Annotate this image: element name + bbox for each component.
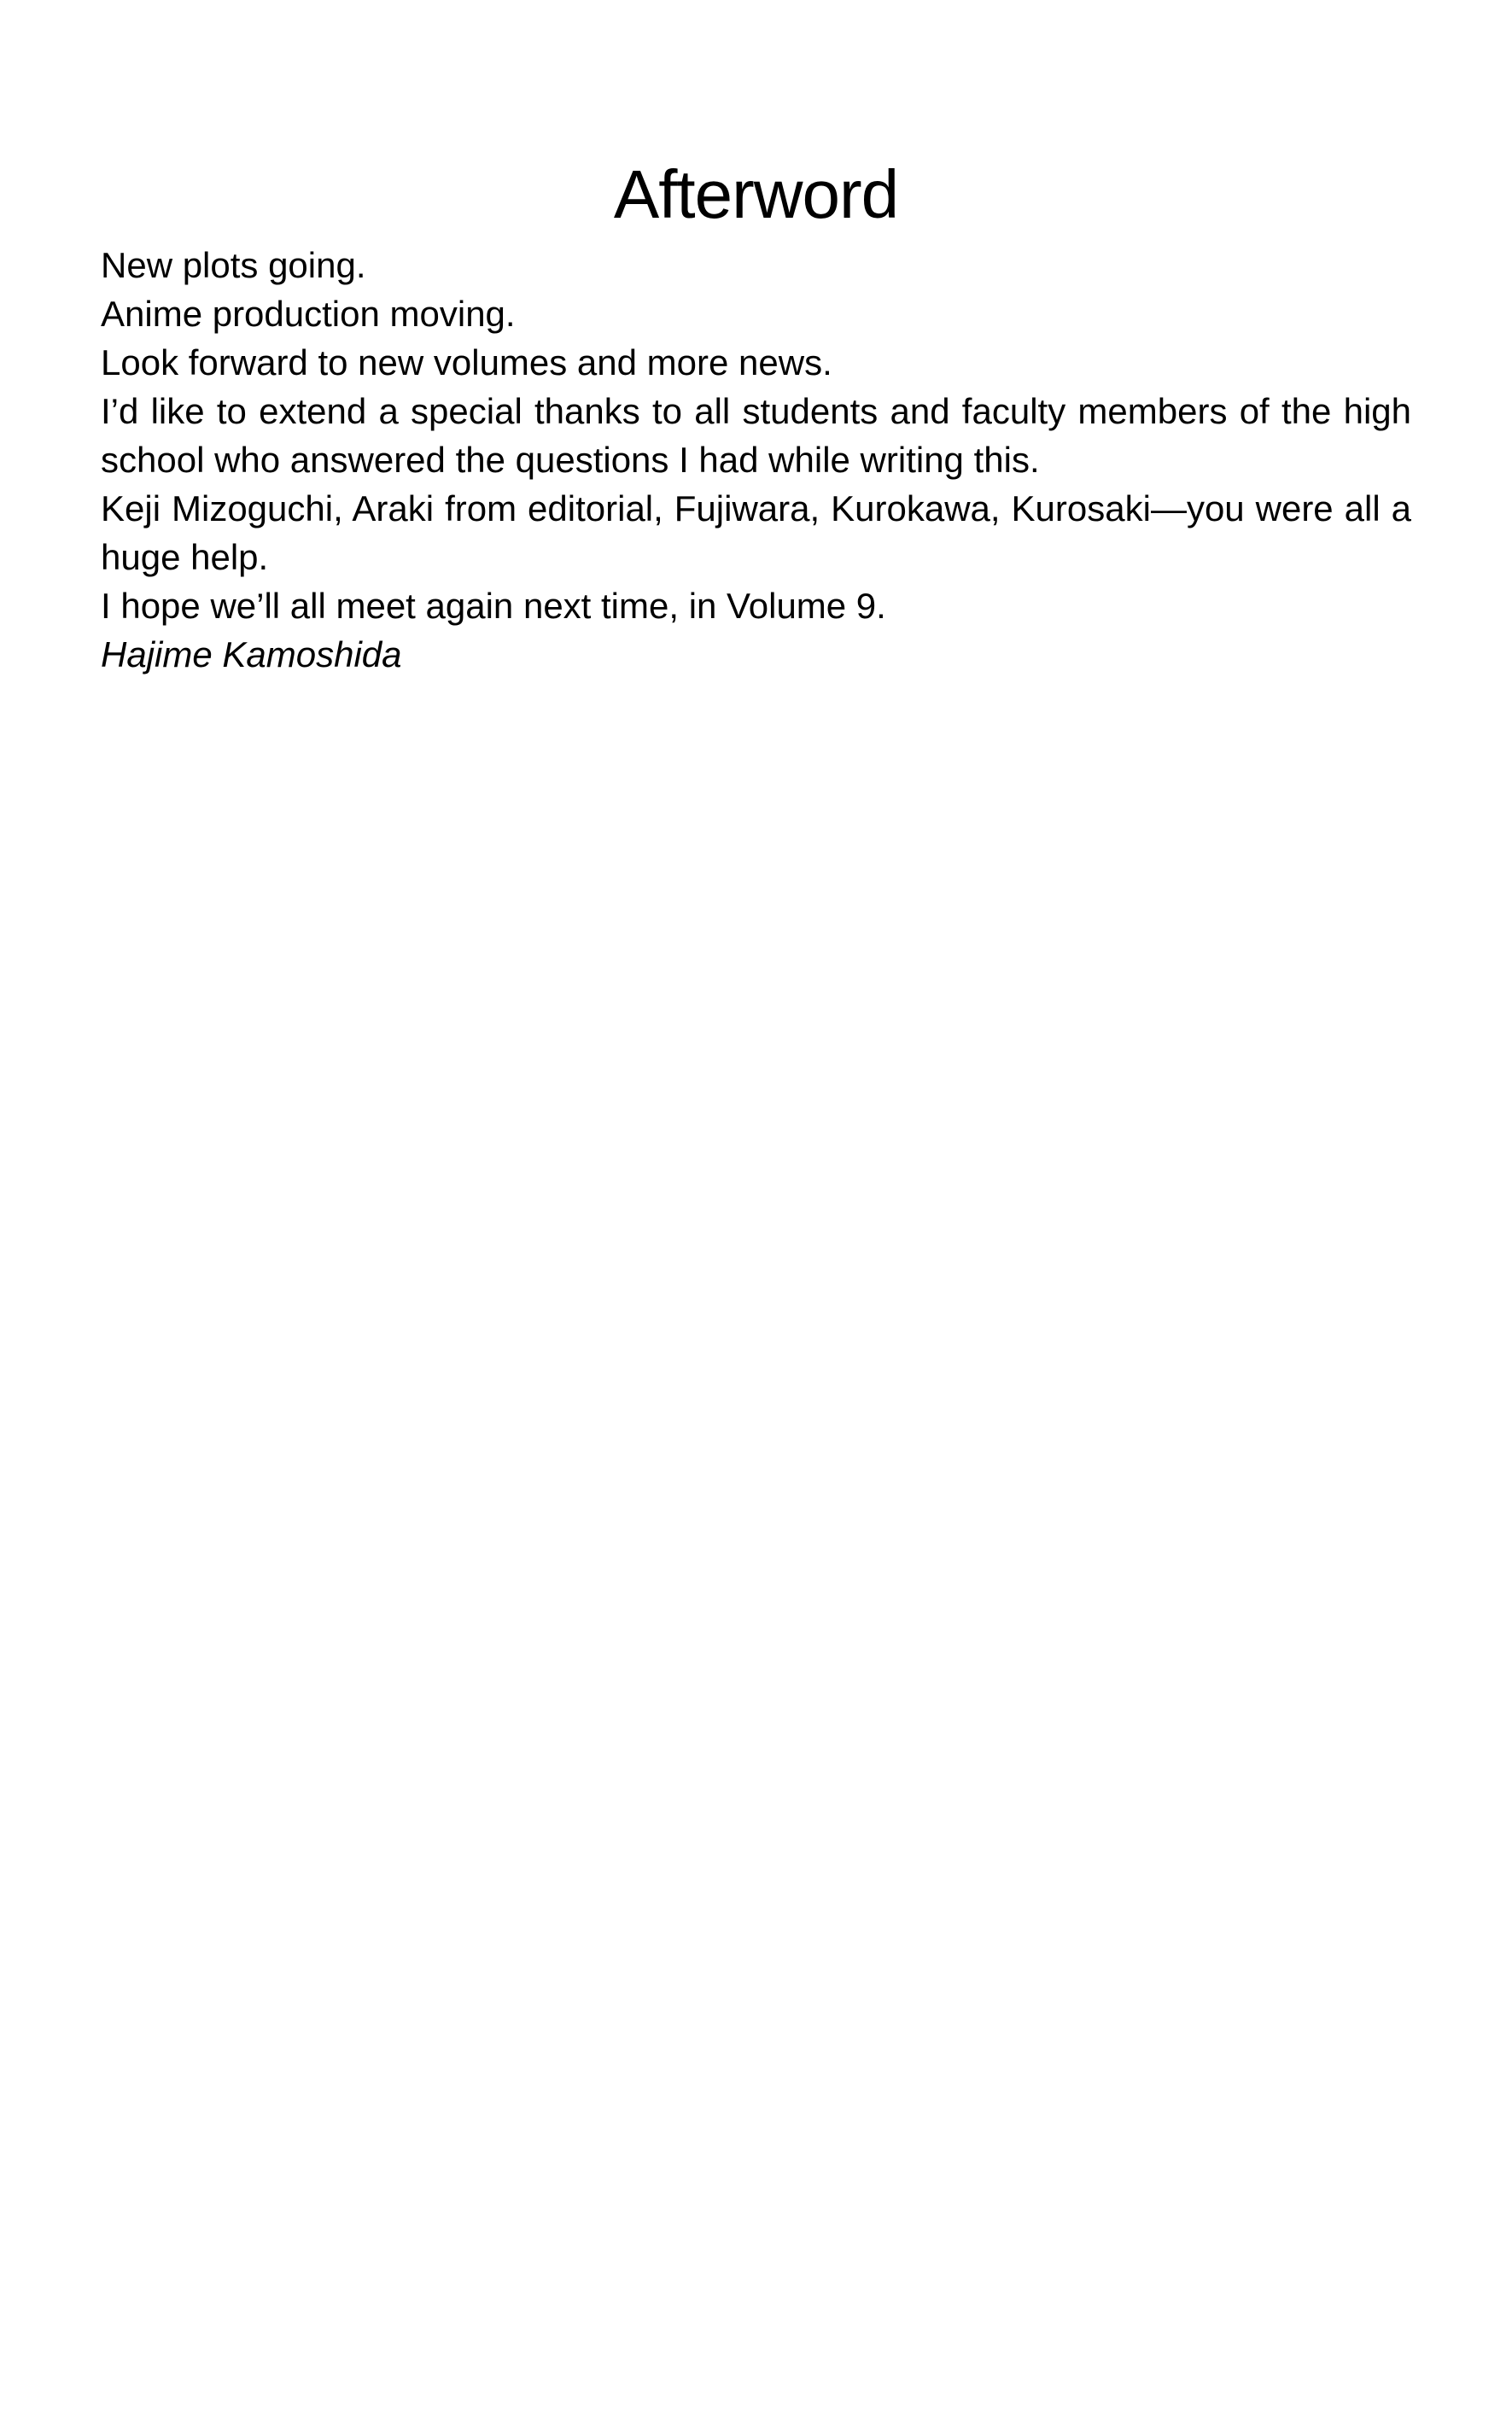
text-line: Look forward to new volumes and more news. — [101, 342, 832, 382]
page-title: Afterword — [613, 156, 899, 232]
text-line: I’d like to extend a special thanks to all students and faculty members of the high — [101, 391, 1411, 431]
text-line: Anime production moving. — [101, 294, 516, 334]
afterword-body — [101, 241, 1411, 679]
text-line: I hope we’ll all meet again next time, in Volume 9. — [101, 586, 886, 626]
document-page — [0, 156, 1512, 2429]
text-line: Keji Mizoguchi, Araki from editorial, Fujiwara, Kurokawa, Kurosaki—you were all a — [101, 488, 1411, 528]
text-line: New plots going. — [101, 245, 366, 285]
text-line: huge help. — [101, 537, 269, 577]
text-line: school who answered the questions I had while writing this. — [101, 440, 1040, 480]
author-signature: Hajime Kamoshida — [101, 634, 402, 674]
